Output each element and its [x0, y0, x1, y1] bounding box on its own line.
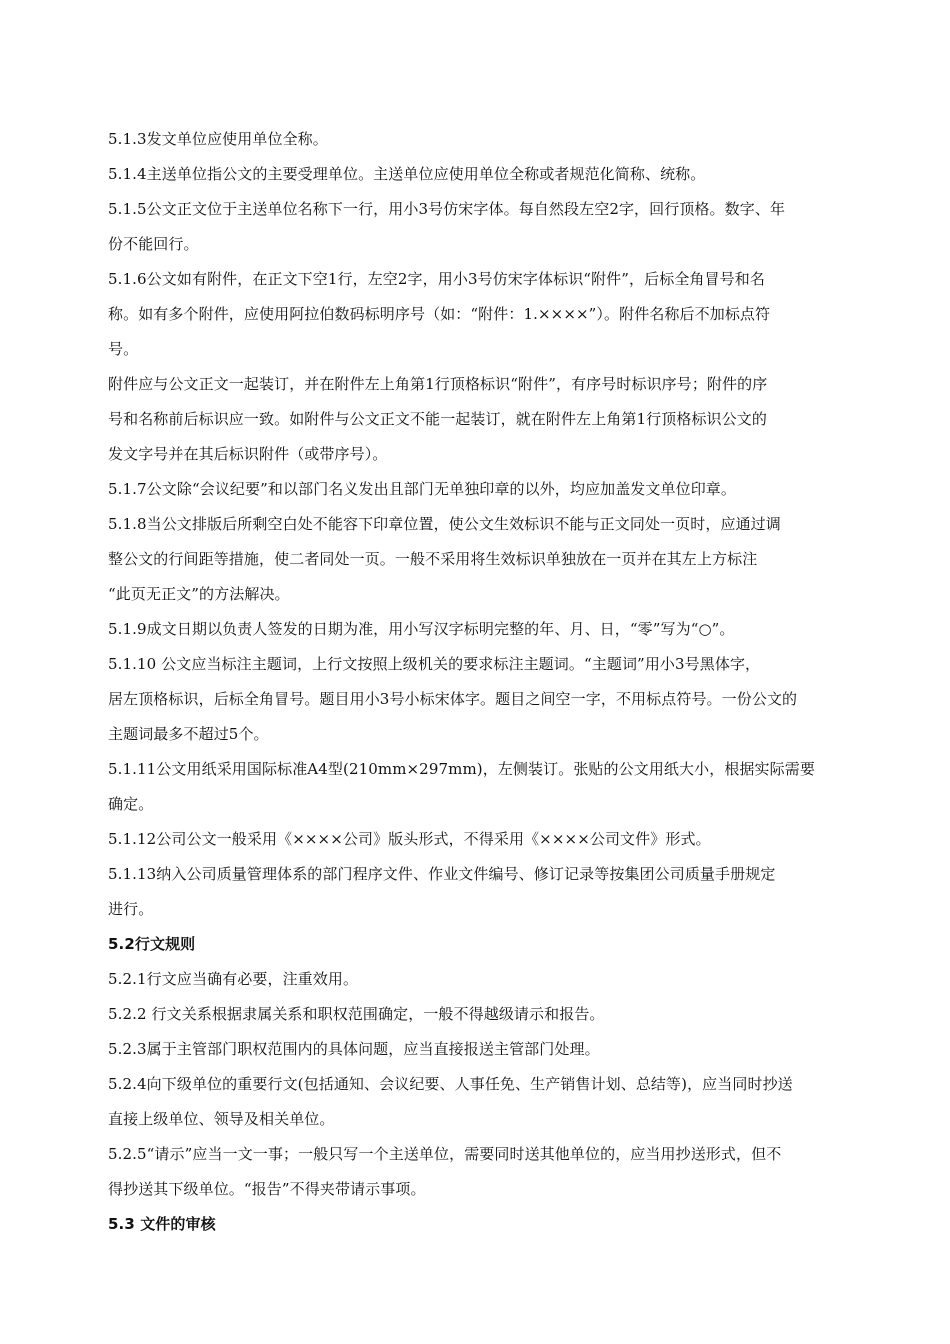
clause-5-2-2: 5.2.2 行文关系根据隶属关系和职权范围确定，一般不得越级请示和报告。 — [108, 1005, 605, 1023]
clause-5-2-3: 5.2.3属于主管部门职权范围内的具体问题，应当直接报送主管部门处理。 — [108, 1040, 600, 1058]
clause-5-1-13: 5.1.13纳入公司质量管理体系的部门程序文件、作业文件编号、修订记录等按集团公司质量手册规定 — [108, 865, 776, 883]
clause-5-1-11: 5.1.11公文用纸采用国际标准A4型(210mm×297mm)，左侧装订。张贴的公文用纸大小，根据实际需要 — [108, 760, 815, 778]
clause-5-1-3: 5.1.3发文单位应使用单位全称。 — [108, 130, 328, 148]
clause-5-1-10-cont: 居左顶格标识，后标全角冒号。题目用小3号小标宋体字。题目之间空一字，不用标点符号。一份公文的 — [108, 690, 798, 708]
clause-5-2-1: 5.2.1行文应当确有必要，注重效用。 — [108, 970, 359, 988]
clause-5-1-13-cont: 进行。 — [108, 900, 154, 918]
clause-5-1-4: 5.1.4主送单位指公文的主要受理单位。主送单位应使用单位全称或者规范化简称、统称。 — [108, 165, 706, 183]
section-heading-5-2: 5.2行文规则 — [108, 935, 196, 953]
clause-5-1-6-cont: 称。如有多个附件，应使用阿拉伯数码标明序号（如：“附件：1.××××”）。附件名称后不加标点符 — [108, 305, 771, 323]
clause-5-1-10-cont: 主题词最多不超过5个。 — [108, 725, 269, 743]
clause-5-1-10: 5.1.10 公文应当标注主题词，上行文按照上级机关的要求标注主题词。“主题词”用小3号黑体字， — [108, 655, 761, 673]
clause-5-1-6: 5.1.6公文如有附件，在正文下空1行，左空2字，用小3号仿宋字体标识“附件”，后标全角冒号和名 — [108, 270, 765, 288]
attachment-paragraph: 附件应与公文正文一起装订，并在附件左上角第1行顶格标识“附件”，有序号时标识序号；附件的序 — [108, 375, 768, 393]
clause-5-2-5-cont: 得抄送其下级单位。“报告”不得夹带请示事项。 — [108, 1180, 426, 1198]
clause-5-1-8: 5.1.8当公文排版后所剩空白处不能容下印章位置，使公文生效标识不能与正文同处一页时，应通过调 — [108, 515, 781, 533]
clause-5-1-12: 5.1.12公司公文一般采用《××××公司》版头形式，不得采用《××××公司文件》形式。 — [108, 830, 711, 848]
clause-5-1-7: 5.1.7公文除“会议纪要”和以部门名义发出且部门无单独印章的以外，均应加盖发文单位印章。 — [108, 480, 737, 498]
clause-5-1-11-cont: 确定。 — [108, 795, 154, 813]
clause-5-2-4-cont: 直接上级单位、领导及相关单位。 — [108, 1110, 335, 1128]
clause-5-2-4: 5.2.4向下级单位的重要行文(包括通知、会议纪要、人事任免、生产销售计划、总结等)，应当同时抄送 — [108, 1075, 793, 1093]
clause-5-1-8-cont: “此页无正文”的方法解决。 — [108, 585, 290, 603]
clause-5-1-5: 5.1.5公文正文位于主送单位名称下一行，用小3号仿宋字体。每自然段左空2字，回行顶格。数字、年 — [108, 200, 786, 218]
clause-5-1-9: 5.1.9成文日期以负责人签发的日期为准，用小写汉字标明完整的年、月、日，“零”写为“○”。 — [108, 620, 735, 638]
clause-5-1-5-cont: 份不能回行。 — [108, 235, 199, 253]
clause-5-2-5: 5.2.5“请示”应当一文一事；一般只写一个主送单位，需要同时送其他单位的，应当用抄送形式，但不 — [108, 1145, 782, 1163]
attachment-paragraph-cont: 发文字号并在其后标识附件（或带序号）。 — [108, 445, 388, 463]
clause-5-1-8-cont: 整公文的行间距等措施，使二者同处一页。一般不采用将生效标识单独放在一页并在其左上方标注 — [108, 550, 758, 568]
clause-5-1-6-cont: 号。 — [108, 340, 139, 358]
document-body — [108, 122, 848, 1242]
section-heading-5-3: 5.3 文件的审核 — [108, 1215, 216, 1233]
attachment-paragraph-cont: 号和名称前后标识应一致。如附件与公文正文不能一起装订，就在附件左上角第1行顶格标识公文的 — [108, 410, 767, 428]
